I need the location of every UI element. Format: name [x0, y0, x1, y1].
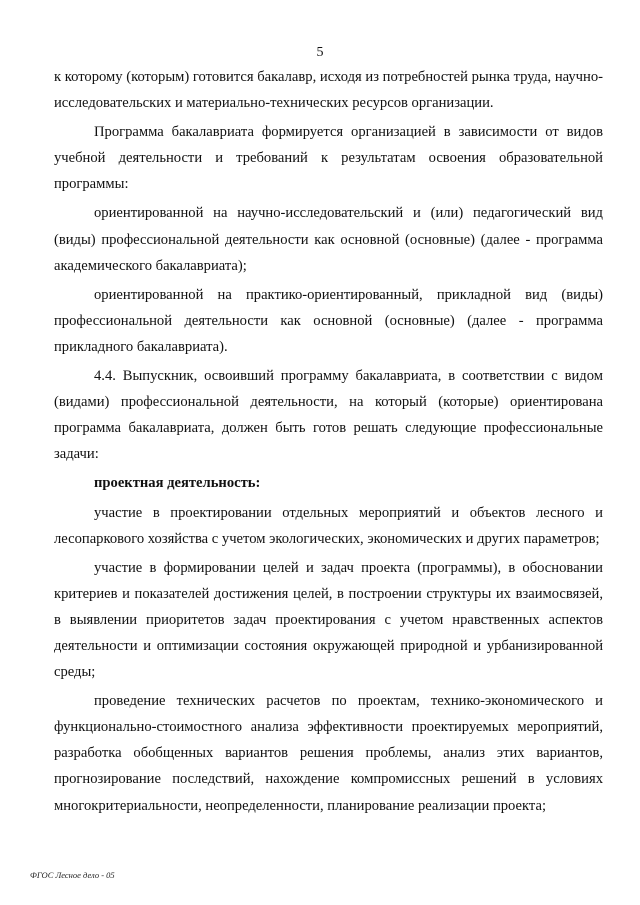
paragraph-applied-bachelor: ориентированной на практико-ориентированный, прикладной вид (виды) профессиональной деятельности как основной (основные) (далее - программа прикладного бакалавриата).	[54, 286, 603, 355]
section-heading-design-activity: проектная деятельность:	[94, 475, 261, 492]
paragraph-design-participation: участие в проектировании отдельных мероприятий и объектов лесного и лесопаркового хозяйства с учетом экологических, экономических и других параметров;	[54, 504, 603, 547]
paragraph-academic-bachelor: ориентированной на научно-исследовательский и (или) педагогический вид (виды) профессиональной деятельности как основной (основные) (далее - программа академического бакалавриата);	[54, 205, 603, 274]
paragraph-continuation: к которому (которым) готовится бакалавр, исходя из потребностей рынка труда, научно-исследовательских и материально-технических ресурсов организации.	[54, 69, 603, 112]
document-body	[54, 64, 603, 819]
paragraph-technical-calculations: проведение технических расчетов по проектам, технико-экономического и функционально-стоимостного анализа эффективности проектируемых мероприятий, разработка обобщенных вариантов решения проблемы, анализ этих вариантов, прогнозирование последствий, нахождение компромиссных решений в условиях многокритериальности, неопределенности, планирование реализации проекта;	[54, 693, 603, 814]
paragraph-program-formation: Программа бакалавриата формируется организацией в зависимости от видов учебной деятельности и требований к результатам освоения образовательной программы:	[54, 124, 603, 193]
page-number: 5	[316, 45, 324, 60]
paragraph-section-4-4: 4.4. Выпускник, освоивший программу бакалавриата, в соответствии с видом (видами) профессиональной деятельности, на который (которые) ориентирована программа бакалавриата, должен быть готов решать следующие профессиональные задачи:	[54, 368, 603, 463]
page-footer: ФГОС Лесное дело - 05	[30, 870, 115, 880]
paragraph-goals-formation: участие в формировании целей и задач проекта (программы), в обосновании критериев и показателей достижения целей, в построении структуры их взаимосвязей, в выявлении приоритетов задач проектирования с учетом нравственных аспектов деятельности и оптимизации состояния окружающей природной и урбанизированной среды;	[54, 559, 603, 681]
